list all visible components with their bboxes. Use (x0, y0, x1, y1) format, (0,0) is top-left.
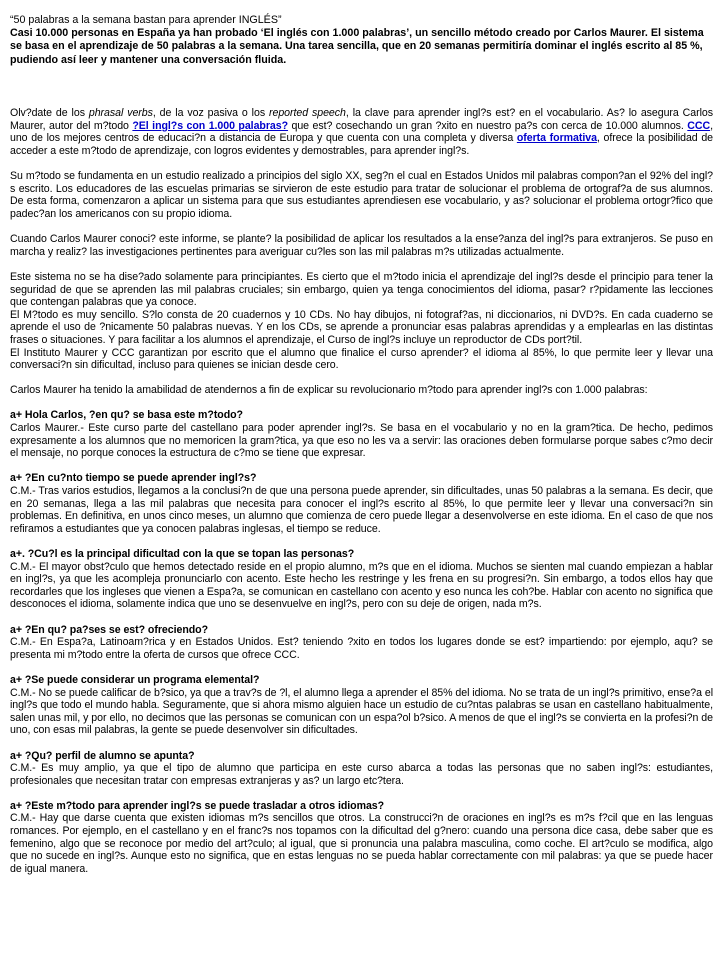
oferta-formativa-link[interactable]: oferta formativa (516, 132, 597, 145)
interview-question: a+. ?Cu?l es la principal dificultad con la que se topan las personas? (10, 548, 355, 560)
article-title: “50 palabras a la semana bastan para aprender INGLÉS” (10, 14, 282, 26)
interview-item (10, 472, 713, 535)
article (10, 14, 713, 888)
interview-question: a+ ?Se puede considerar un programa elemental? (10, 673, 260, 686)
interview-item (10, 624, 713, 662)
interview-item (10, 409, 713, 459)
intro-paragraph-7: Carlos Maurer ha tenido la amabilidad de atendernos a fin de explicar su revolucionario m?todo para aprender ingl?s con 1.000 palabras: (10, 384, 648, 397)
reported-speech-term: reported speech (269, 107, 346, 120)
interview-question: a+ ?Qu? perfil de alumno se apunta? (10, 749, 195, 762)
interview-answer: Carlos Maurer.- Este curso parte del castellano para poder aprender ingl?s. Se basa en el vocabulario y no en la gram?tica. De hecho, pedimos expresamente a los alumnos que no memoricen la gram?tica, ya que eso no les va a servir: las oraciones deben formularse porque sabes c?mo decir el mensaje, no porque conoces la estructura de c?mo se tiene que expresar. (10, 422, 713, 460)
interview-answer: C.M.- No se puede calificar de b?sico, ya que a trav?s de ?l, el alumno llega a aprender el 85% del idioma. No se trata de un ingl?s primitivo, ense?a el ingl?s que todo el mundo habla. Seguramente, que si ahora mismo alguien hace un estudio de cu?ntas palabras se usan en castellano habitualmente, salen unas mil, y por ello, no decimos que las personas se comunican con un espa?ol b?sico. A menos de que el ingl?s se convierta en la profesi?n de uno, con esas mil palabras, la gente se puede desenvolver sin dificultades. (10, 686, 713, 737)
intro-paragraph-3: Cuando Carlos Maurer conoci? este informe, se plante? la posibilidad de aplicar los resultados a la ense?anza del ingl?s para extranjeros. Se puso en marcha y realiz? las investigaciones pertinentes para averiguar cu?les son las mil palabras m?s utilizadas actualmente. (10, 233, 713, 258)
interview-answer: C.M.- Hay que darse cuenta que existen idiomas m?s sencillos que otros. La construcci?n de oraciones en ingl?s es m?s f?cil que en las lenguas romances. Por ejemplo, en el castellano y en el franc?s nos topamos con la dificultad del g?nero: cuando una persona dice casa, debe saber que es femenino, algo que se reconoce por medio del art?culo; al igual, que si pronuncia una palabra masculina, como coche. El art?culo se modifica, algo que no sucede en ingl?s. Aunque esto no significa, que en estas lenguas no se pueda hablar correctamente con mil palabras: ya que se puede hacer de igual manera. (10, 812, 713, 875)
phrasal-verbs-term: phrasal verbs (88, 107, 153, 120)
interview-question: a+ ?En qu? pa?ses se est? ofreciendo? (10, 623, 209, 636)
interview-answer: C.M.- Es muy amplio, ya que el tipo de alumno que participa en este curso abarca a todas las personas que no saben ingl?s: estudiantes, profesionales que necesitan tratar con empresas extranjeras y as? un largo etc?tera. (10, 762, 713, 787)
method-link[interactable]: ?El ingl?s con 1.000 palabras? (132, 119, 289, 132)
ccc-link[interactable]: CCC (687, 119, 711, 132)
article-body (10, 107, 713, 875)
interview-answer: C.M.- En Espa?a, Latinoam?rica y en Estados Unidos. Est? teniendo ?xito en todos los lugares donde se est? impartiendo: por ejemplo, aqu? se presenta mi m?todo entre la oferta de cursos que ofrece CCC. (10, 636, 713, 661)
interview-answer: C.M.- Tras varios estudios, llegamos a la conclusi?n de que una persona puede aprender, sin dificultades, unas 50 palabras a la semana. Es decir, que en 20 semanas, llega a las mil palabras que necesita para conocer el ingl?s escrito al 85%, lo que permite leer y llevar una conversaci?n sin problemas. En definitiva, en unos cinco meses, un alumno que comienza de cero puede llegar a desenvolverse en este idioma. En el caso de que nos refiramos a estudiantes que ya conocen palabras inglesas, el tiempo se reduce. (10, 485, 713, 535)
intro-paragraph-2: Su m?todo se fundamenta en un estudio realizado a principios del siglo XX, seg?n el cual en Estados Unidos mil palabras compon?an el 92% del ingl?s escrito. Los educadores de las escuelas primarias se sirvieron de este estudio para tratar de solucionar el problema de ortograf?a de sus alumnos. De esta forma, comenzaron a aplicar un sistema para que sus estudiantes aprendiesen ese vocabulario, y as? solucionar el problema ortogr?fico que padec?an los americanos con su propio idioma. (10, 170, 713, 220)
interview-item (10, 800, 713, 876)
interview-question: a+ ?En cu?nto tiempo se puede aprender ingl?s? (10, 472, 257, 485)
interview-question: a+ ?Este m?todo para aprender ingl?s se puede trasladar a otros idiomas? (10, 799, 385, 812)
interview-item (10, 548, 713, 611)
article-lead: Casi 10.000 personas en España ya han probado ‘El inglés con 1.000 palabras’, un sencillo método creado por Carlos Maurer. El sistema se basa en el aprendizaje de 50 palabras a la semana. Una tarea sencilla, que en 20 semanas permitiría dominar el inglés escrito al 85 %, pudiendo así leer y mantener una conversación fluida. (10, 27, 704, 66)
interview-item (10, 674, 713, 737)
intro-paragraph-5: El M?todo es muy sencillo. S?lo consta de 20 cuadernos y 10 CDs. No hay dibujos, ni fotograf?as, ni diccionarios, ni DVD?s. En cada cuaderno se aprende el uso de ?nicamente 50 palabras nuevas. Y en los CDs, se aprende a pronunciar esas palabras aprendidas y a emplearlas en las distintas frases o situaciones. Y para facilitar a los alumnos el aprendizaje, el Curso de ingl?s incluye un reproductor de CDs port?til. (10, 308, 713, 346)
interview-answer: C.M.- El mayor obst?culo que hemos detectado reside en el propio alumno, m?s que en el idioma. Muchos se sienten mal cuando empiezan a hablar en ingl?s, ya que les acompleja pronunciarlo con acento. Este hecho les restringe y les frena en su progresi?n. Sin embargo, a todos ellos hay que recordarles que los ingleses que vienen a Espa?a, se comunican en castellano con acento y eso nunca les coh?be. Hablar con acento no significa que desconoces el idioma, solamente indica que uno se desenvuelve en ingl?s, pero con su deje de origen, nada m?s. (10, 560, 713, 611)
intro-paragraph-1: Olv?date de los phrasal verbs, de la voz pasiva o los reported speech, la clave para aprender ingl?s est? en el vocabulario. As? lo asegura Carlos Maurer, autor del m?todo ?El ingl?s con 1.000 palabras? que est? cosechando un gran ?xito en nuestro pa?s con cerca de 10.000 alumnos. CCC, uno de los mejores centros de educaci?n a distancia de Europa y que cuenta con una completa y diversa oferta formativa, ofrece la posibilidad de acceder a este m?todo de aprendizaje, con logros evidentes y demostrables, para aprender ingl?s. (10, 107, 714, 157)
intro-paragraph-4: Este sistema no se ha dise?ado solamente para principiantes. Es cierto que el m?todo inicia el aprendizaje del ingl?s desde el principio para tener la seguridad de que se aprenden las mil palabras cruciales; sin embargo, quien ya tenga conocimientos del idioma, pasar? r?pidamente las lecciones que contengan palabras que ya conoce. (10, 270, 713, 309)
interview-question: a+ Hola Carlos, ?en qu? se basa este m?todo? (10, 409, 243, 422)
interview-item (10, 750, 713, 788)
intro-paragraph-6: El Instituto Maurer y CCC garantizan por escrito que el alumno que finalice el curso aprender? el idioma al 85%, lo que permite leer y llevar una conversaci?n sin dificultad, incluso para quienes se inician desde cero. (10, 346, 713, 372)
